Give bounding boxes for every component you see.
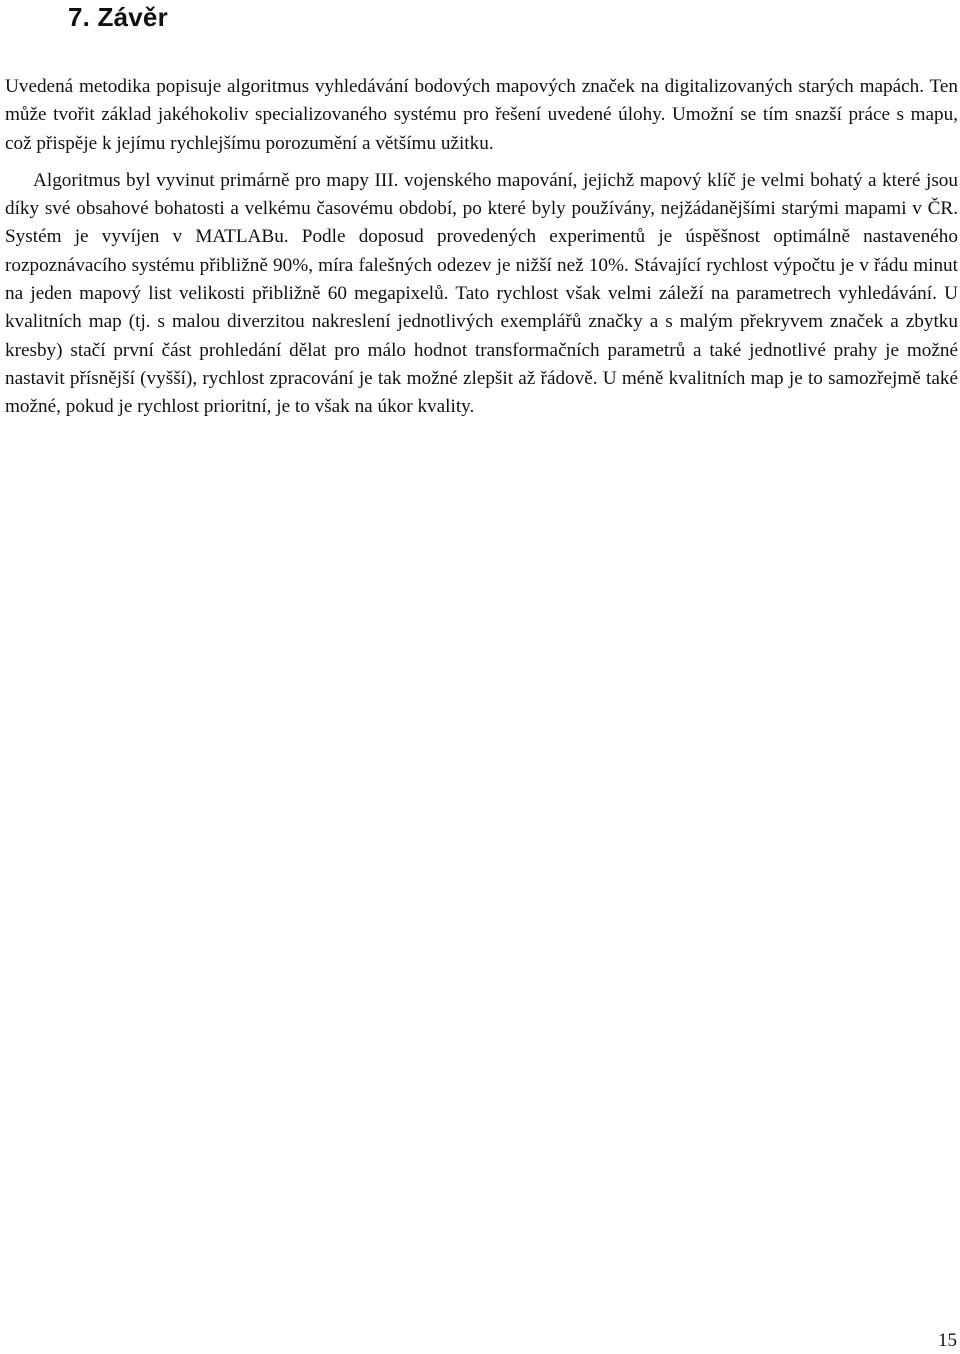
paragraph-1: Uvedená metodika popisuje algoritmus vyhledávání bodových mapových značek na digitalizovaných starých mapách. Ten může tvořit základ jakéhokoliv specializovaného systému pro řešení uvedené úlohy. Umožní se tím snazší práce s mapu, což přispěje k jejímu rychlejšímu porozumění a většímu užitku.: [5, 76, 958, 154]
body-text: [5, 73, 958, 422]
paragraph-2: [5, 167, 958, 422]
paragraph-2-text: Algoritmus byl vyvinut primárně pro mapy III. vojenského mapování, jejichž mapový klíč je velmi bohatý a které jsou díky své obsahové bohatosti a velkému časovému období, po které byly používány, nejžádanějšími starými mapami v ČR. Systém je vyvíjen v MATLABu. Podle doposud provedených experimentů je úspěšnost optimálně nastaveného rozpoznávacího systému přibližně 90%, míra falešných odezev je nižší než 10%. Stávající rychlost výpočtu je v řádu minut na jeden mapový list velikosti přibližně 60 megapixelů. Tato rychlost však velmi záleží na parametrech vyhledávání. U kvalitních map (tj. s malou diverzitou nakreslení jednotlivých exemplářů značky a s malým překryvem značek a zbytku kresby) stačí první část prohledání dělat pro málo hodnot transformačních parametrů a také jednotlivé prahy je možné nastavit přísnější (vyšší), rychlost zpracování je tak možné zlepšit až řádově. U méně kvalitních map je to samozřejmě také možné, pokud je rychlost prioritní, je to však na úkor kvality.: [5, 169, 958, 418]
page-number: 15: [938, 1330, 957, 1351]
section-heading: 7. Závěr: [68, 2, 168, 32]
